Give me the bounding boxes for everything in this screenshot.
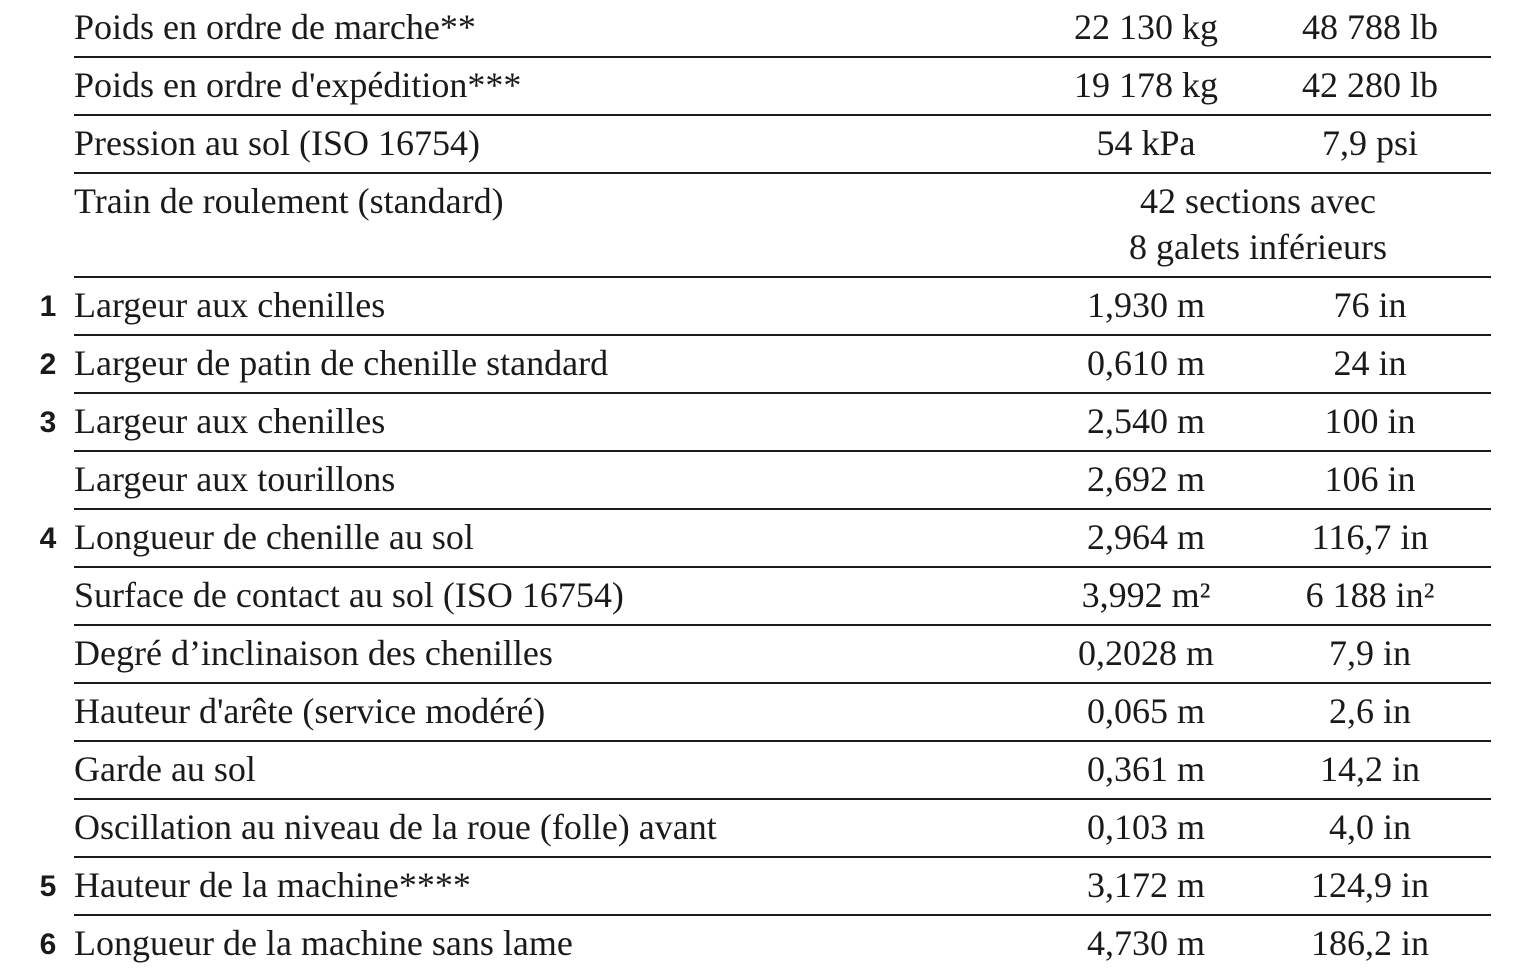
table-row (39, 916, 1491, 974)
spec-label: Oscillation au niveau de la roue (folle) avant (74, 807, 717, 847)
imperial-value: 124,9 in (1310, 865, 1429, 905)
imperial-value: 116,7 in (1311, 517, 1429, 557)
spec-label: Hauteur de la machine**** (74, 865, 471, 905)
spanning-value-line2: 8 galets inférieurs (1129, 227, 1387, 267)
metric-value: 0,2028 m (1077, 633, 1214, 673)
spanning-value-line1: 42 sections avec (1140, 181, 1376, 221)
table-row (74, 116, 1491, 174)
spanning-value (1046, 178, 1470, 270)
imperial-value: 100 in (1324, 401, 1416, 441)
table-row (74, 800, 1491, 858)
imperial-value: 186,2 in (1310, 923, 1429, 963)
metric-value: 22 130 kg (1074, 7, 1218, 47)
metric-value: 19 178 kg (1074, 65, 1218, 105)
metric-value: 54 kPa (1096, 123, 1196, 163)
table-row (39, 510, 1491, 568)
imperial-value: 76 in (1333, 285, 1407, 325)
imperial-value: 106 in (1324, 459, 1416, 499)
spec-label: Largeur de patin de chenille standard (74, 343, 609, 383)
table-row (39, 336, 1491, 394)
table-row (74, 742, 1491, 800)
imperial-value: 14,2 in (1319, 749, 1420, 789)
spec-label: Hauteur d'arête (service modéré) (74, 691, 546, 731)
spec-label: Surface de contact au sol (ISO 16754) (74, 575, 624, 615)
table-row (74, 0, 1491, 58)
imperial-value: 2,6 in (1328, 691, 1411, 731)
spec-label: Largeur aux chenilles (74, 285, 386, 325)
spec-label: Pression au sol (ISO 16754) (74, 123, 480, 163)
spec-label: Longueur de chenille au sol (74, 517, 474, 557)
table-row (74, 568, 1491, 626)
imperial-value: 24 in (1333, 343, 1407, 383)
imperial-value: 4,0 in (1328, 807, 1411, 847)
row-number: 6 (39, 928, 57, 961)
table-row (74, 174, 1491, 278)
metric-value: 0,610 m (1086, 343, 1205, 383)
spec-label: Train de roulement (standard) (74, 181, 504, 221)
spec-label: Degré d’inclinaison des chenilles (74, 633, 553, 673)
row-number: 1 (39, 290, 57, 323)
row-number: 4 (39, 522, 57, 555)
spec-label: Garde au sol (74, 749, 256, 789)
metric-value: 3,172 m (1086, 865, 1205, 905)
spec-label: Longueur de la machine sans lame (74, 923, 573, 963)
metric-value: 2,692 m (1086, 459, 1205, 499)
imperial-value: 6 188 in² (1305, 575, 1435, 615)
table-row (39, 394, 1491, 452)
table-row (74, 58, 1491, 116)
table-row (74, 626, 1491, 684)
row-number: 3 (39, 406, 57, 439)
table-row (39, 858, 1491, 916)
metric-value: 2,540 m (1086, 401, 1205, 441)
metric-value: 4,730 m (1086, 923, 1205, 963)
metric-value: 0,103 m (1086, 807, 1205, 847)
metric-value: 1,930 m (1086, 285, 1205, 325)
table-row (39, 278, 1491, 336)
spec-label: Poids en ordre de marche** (74, 7, 476, 47)
metric-value: 0,361 m (1086, 749, 1205, 789)
table-row (74, 684, 1491, 742)
imperial-value: 7,9 psi (1321, 123, 1418, 163)
row-number: 5 (39, 870, 57, 903)
spec-label: Poids en ordre d'expédition*** (74, 65, 522, 105)
metric-value: 2,964 m (1086, 517, 1205, 557)
row-number: 2 (39, 348, 57, 381)
metric-value: 0,065 m (1086, 691, 1205, 731)
spec-label: Largeur aux chenilles (74, 401, 386, 441)
table-row (74, 452, 1491, 510)
imperial-value: 42 280 lb (1301, 65, 1438, 105)
spec-label: Largeur aux tourillons (74, 459, 396, 499)
imperial-value: 7,9 in (1328, 633, 1411, 673)
metric-value: 3,992 m² (1081, 575, 1211, 615)
imperial-value: 48 788 lb (1301, 7, 1438, 47)
